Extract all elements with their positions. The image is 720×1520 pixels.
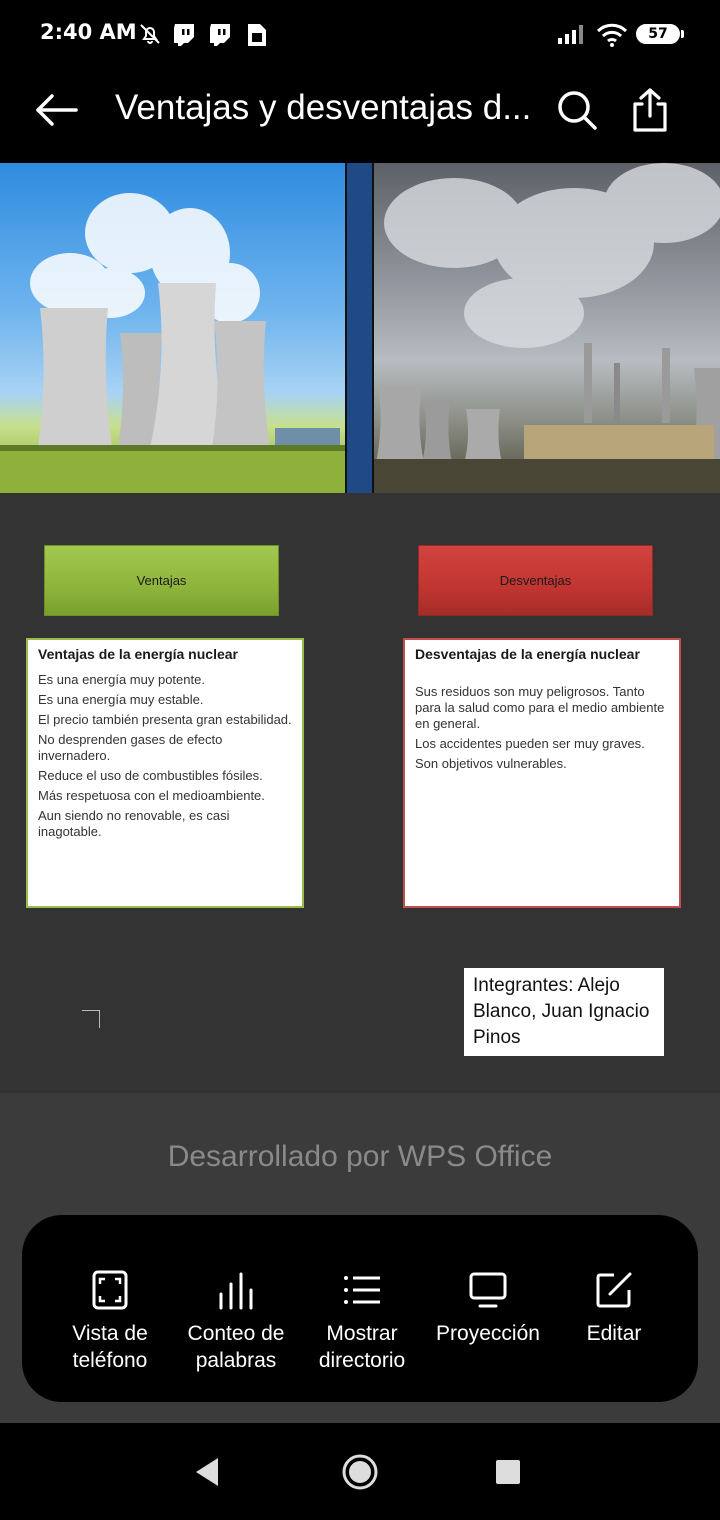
sim-card-icon xyxy=(246,22,268,48)
list-item: Sus residuos son muy peligrosos. Tanto para la salud como para el medio ambiente en general. xyxy=(415,684,665,731)
ventajas-shape: Ventajas xyxy=(44,545,279,616)
back-triangle-icon xyxy=(196,1458,218,1486)
status-time: 2:40 AM xyxy=(40,20,137,44)
list-item: No desprenden gases de efecto invernadero. xyxy=(38,732,223,763)
desventajas-textbox xyxy=(403,638,681,908)
twitch-icon xyxy=(208,22,232,48)
home-circle-icon xyxy=(344,1456,376,1488)
nav-back-button[interactable] xyxy=(186,1450,230,1494)
search-button[interactable] xyxy=(553,86,601,134)
list-item: Reduce el uso de combustibles fósiles. xyxy=(38,768,263,783)
powered-by-label: Desarrollado por WPS Office xyxy=(167,1140,553,1173)
share-icon xyxy=(635,90,665,130)
phone-view-label: Vista de teléfono xyxy=(72,1322,148,1372)
phone-view-button[interactable] xyxy=(40,1270,180,1374)
edit-label: Editar xyxy=(586,1322,642,1345)
list-item: Los accidentes pueden ser muy graves. xyxy=(415,736,645,751)
list-item: El precio también presenta gran estabilidad. xyxy=(38,712,292,727)
power-plant-smoke-photo xyxy=(374,163,720,493)
ventajas-textbox xyxy=(26,638,304,908)
list-item: Más respetuosa con el medioambiente. xyxy=(38,788,265,803)
arrow-left-icon xyxy=(38,96,76,124)
notifications-off-icon xyxy=(138,22,162,46)
signal-icon xyxy=(556,22,588,46)
bar-chart-icon xyxy=(216,1270,256,1310)
ventajas-heading: Ventajas de la energía nuclear xyxy=(38,646,238,662)
projection-label: Proyección xyxy=(436,1322,540,1345)
document-title: Ventajas y desventajas d... xyxy=(115,88,532,127)
list-item: Aun siendo no renovable, es casi inagotable. xyxy=(38,808,230,839)
wifi-icon xyxy=(596,22,628,48)
list-item: Es una energía muy estable. xyxy=(38,692,204,707)
nav-recents-button[interactable] xyxy=(486,1450,530,1494)
battery-tip xyxy=(681,30,684,38)
twitch-icon xyxy=(172,22,196,48)
search-icon xyxy=(560,93,595,128)
edit-button[interactable] xyxy=(544,1270,684,1347)
word-count-label: Conteo de palabras xyxy=(187,1322,285,1372)
list-item: Son objetivos vulnerables. xyxy=(415,756,567,771)
desventajas-heading: Desventajas de la energía nuclear xyxy=(415,646,640,662)
fullscreen-icon xyxy=(90,1270,130,1310)
word-count-button[interactable] xyxy=(166,1270,306,1374)
battery-icon: 57 xyxy=(636,24,680,44)
corner-mark xyxy=(82,1010,100,1028)
list-item: Es una energía muy potente. xyxy=(38,672,205,687)
monitor-icon xyxy=(468,1270,508,1310)
integrantes-textbox: Integrantes: Alejo Blanco, Juan Ignacio Pinos xyxy=(464,968,664,1056)
recents-square-icon xyxy=(496,1460,520,1484)
cooling-towers-photo xyxy=(0,163,345,493)
show-directory-button[interactable] xyxy=(292,1270,432,1374)
nav-home-button[interactable] xyxy=(338,1450,382,1494)
desventajas-shape: Desventajas xyxy=(418,545,653,616)
show-directory-label: Mostrar directorio xyxy=(318,1322,406,1372)
back-button[interactable] xyxy=(30,86,82,134)
list-icon xyxy=(342,1270,382,1310)
photo-divider xyxy=(345,163,374,493)
projection-button[interactable] xyxy=(418,1270,558,1347)
edit-icon xyxy=(594,1270,634,1310)
share-button[interactable] xyxy=(626,86,674,134)
